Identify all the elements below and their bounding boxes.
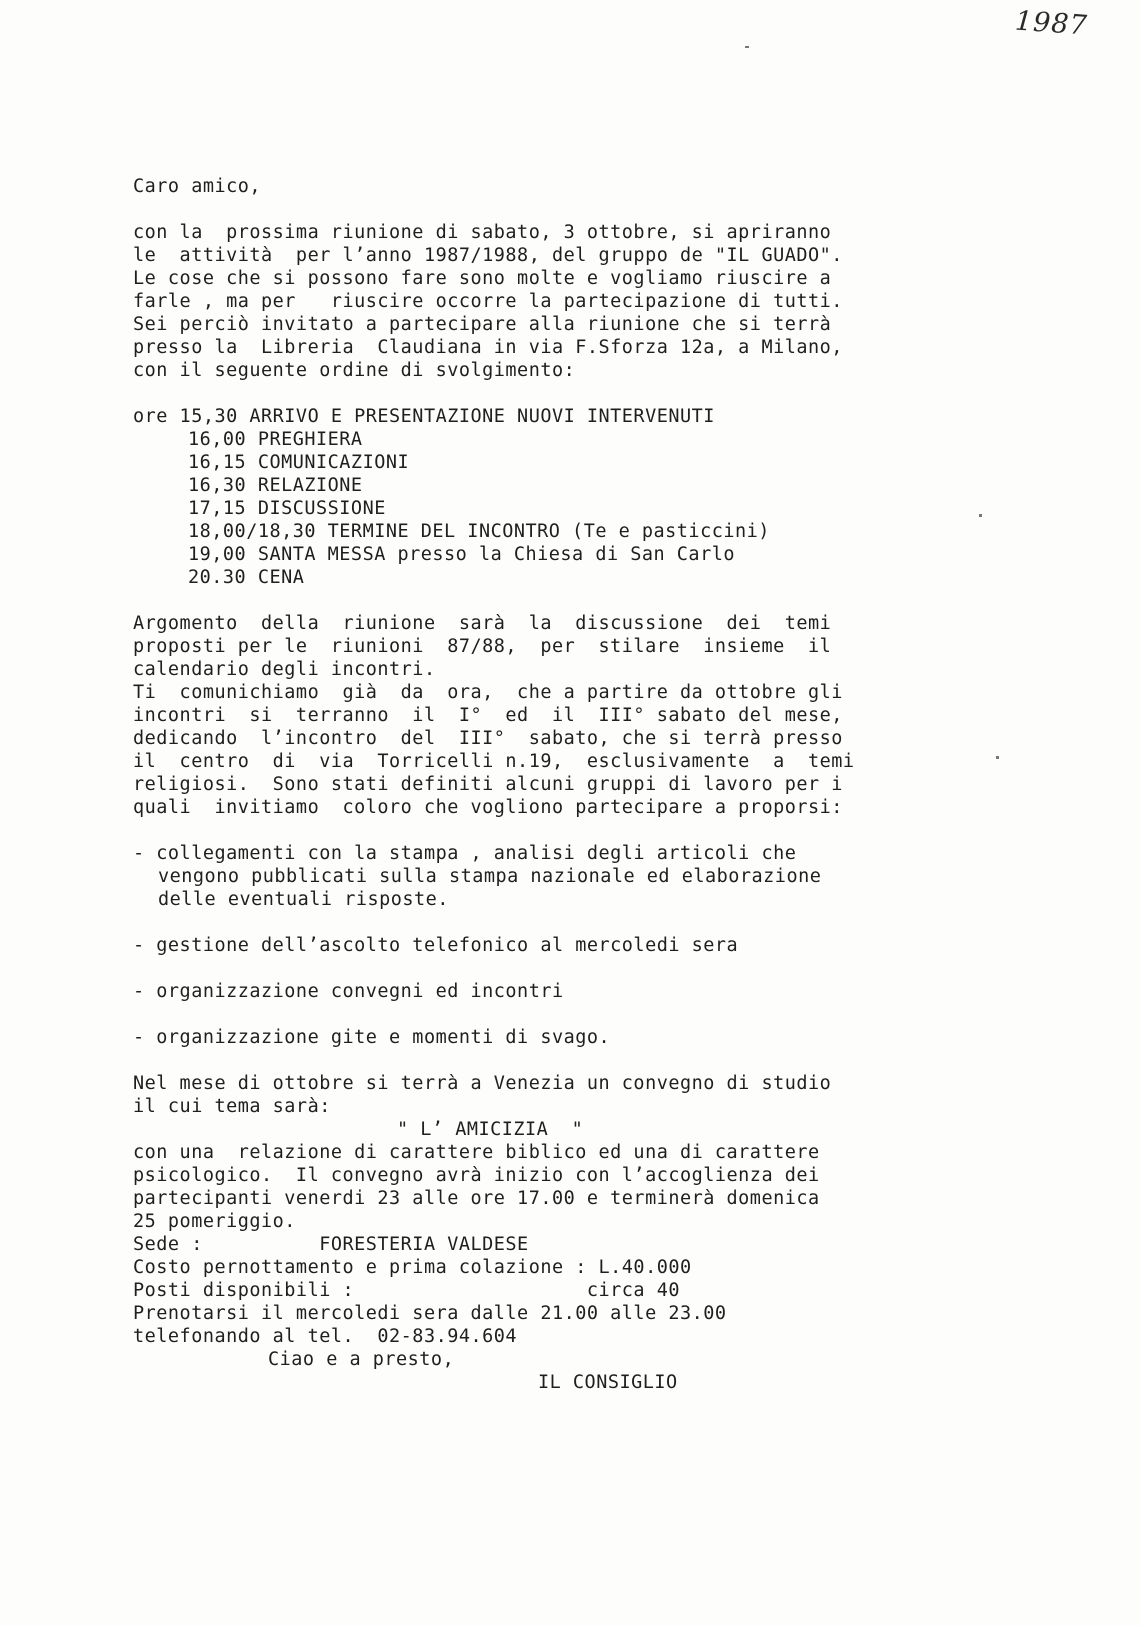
paper-speck <box>996 756 999 759</box>
signature: IL CONSIGLIO <box>538 1372 678 1393</box>
greeting: Caro amico, <box>133 176 262 197</box>
schedule-item: 20.30 CENA <box>188 567 305 588</box>
group-line: - gestione dell’ascolto telefonico al mercoledi sera <box>133 935 739 956</box>
group-line: - organizzazione convegni ed incontri <box>133 981 564 1002</box>
logistics-line: Prenotarsi il mercoledi sera dalle 21.00 alle 23.00 <box>133 1303 727 1324</box>
convention-theme: " L’ AMICIZIA " <box>397 1119 584 1140</box>
schedule-item: ore 15,30 ARRIVO E PRESENTAZIONE NUOVI INTERVENUTI <box>133 406 715 427</box>
topic-line: calendario degli incontri. <box>133 659 436 680</box>
topic-line: religiosi. Sono stati definiti alcuni gruppi di lavoro per i <box>133 774 843 795</box>
schedule-item: 19,00 SANTA MESSA presso la Chiesa di San Carlo <box>188 544 735 565</box>
intro-line: le attività per l’anno 1987/1988, del gruppo de "IL GUADO". <box>133 245 843 266</box>
handwritten-year-annotation: 1987 <box>1014 5 1089 42</box>
intro-line: Sei perciò invitato a partecipare alla riunione che si terrà <box>133 314 832 335</box>
logistics-line: Costo pernottamento e prima colazione : L.40.000 <box>133 1257 692 1278</box>
intro-line: farle , ma per riuscire occorre la partecipazione di tutti. <box>133 291 843 312</box>
list-item <box>133 934 993 957</box>
working-groups-list <box>133 842 993 1049</box>
group-line: - organizzazione gite e momenti di svago. <box>133 1027 611 1048</box>
schedule-list <box>133 405 993 589</box>
list-item <box>133 842 993 911</box>
intro-line: Le cose che si possono fare sono molte e vogliamo riuscire a <box>133 268 832 289</box>
topic-line: quali invitiamo coloro che vogliono partecipare a proporsi: <box>133 797 843 818</box>
topic-paragraph <box>133 612 993 819</box>
intro-line: con il seguente ordine di svolgimento: <box>133 360 576 381</box>
list-item <box>133 1026 993 1049</box>
intro-line: presso la Libreria Claudiana in via F.Sforza 12a, a Milano, <box>133 337 843 358</box>
schedule-item: 16,30 RELAZIONE <box>188 475 363 496</box>
paper-speck <box>979 514 982 517</box>
venice-paragraph <box>133 1072 993 1233</box>
group-line: delle eventuali risposte. <box>158 889 449 910</box>
letter-body <box>133 175 993 1394</box>
venice-line: il cui tema sarà: <box>133 1096 331 1117</box>
logistics-block <box>133 1233 993 1348</box>
schedule-item: 16,00 PREGHIERA <box>188 429 363 450</box>
topic-line: il centro di via Torricelli n.19, esclusivamente a temi <box>133 751 855 772</box>
logistics-line: Sede : FORESTERIA VALDESE <box>133 1234 529 1255</box>
group-line: vengono pubblicati sulla stampa nazionale ed elaborazione <box>158 866 822 887</box>
logistics-line: telefonando al tel. 02-83.94.604 <box>133 1326 518 1347</box>
topic-line: proposti per le riunioni 87/88, per stilare insieme il <box>133 636 832 657</box>
venice-line: Nel mese di ottobre si terrà a Venezia un convegno di studio <box>133 1073 832 1094</box>
schedule-item: 18,00/18,30 TERMINE DEL INCONTRO (Te e pasticcini) <box>188 521 770 542</box>
venice-detail-line: partecipanti venerdi 23 alle ore 17.00 e terminerà domenica <box>133 1188 820 1209</box>
intro-paragraph <box>133 221 993 382</box>
logistics-line: Posti disponibili : circa 40 <box>133 1280 680 1301</box>
paper-speck <box>745 46 749 48</box>
intro-line: con la prossima riunione di sabato, 3 ottobre, si apriranno <box>133 222 832 243</box>
group-line: - collegamenti con la stampa , analisi degli articoli che <box>133 843 797 864</box>
schedule-item: 17,15 DISCUSSIONE <box>188 498 386 519</box>
topic-line: Ti comunichiamo già da ora, che a partire da ottobre gli <box>133 682 843 703</box>
list-item <box>133 980 993 1003</box>
venice-detail-line: psicologico. Il convegno avrà inizio con l’accoglienza dei <box>133 1165 820 1186</box>
venice-detail-line: con una relazione di carattere biblico ed una di carattere <box>133 1142 820 1163</box>
topic-line: incontri si terranno il I° ed il III° sabato del mese, <box>133 705 843 726</box>
topic-line: dedicando l’incontro del III° sabato, che si terrà presso <box>133 728 843 749</box>
venice-detail-line: 25 pomeriggio. <box>133 1211 296 1232</box>
topic-line: Argomento della riunione sarà la discussione dei temi <box>133 613 832 634</box>
closing-salutation: Ciao e a presto, <box>268 1349 455 1370</box>
schedule-item: 16,15 COMUNICAZIONI <box>188 452 410 473</box>
